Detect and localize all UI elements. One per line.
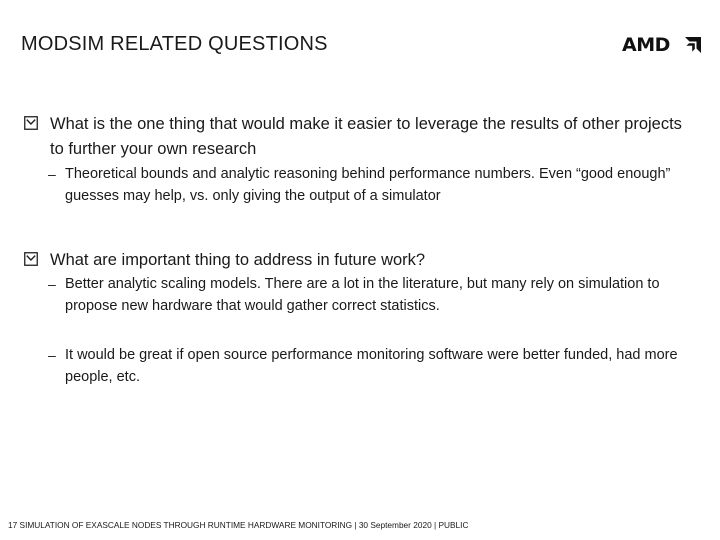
sub-bullet-text: Theoretical bounds and analytic reasoning behind performance numbers. Even “good enough” guesses may help, vs. only giving the output of a simulator	[65, 166, 671, 204]
slide-footer: 17 SIMULATION OF EXASCALE NODES THROUGH RUNTIME HARDWARE MONITORING | 30 September 2020 | PUBLIC	[8, 520, 469, 530]
slide-title: MODSIM RELATED QUESTIONS	[21, 33, 328, 55]
bullet-text: What are important thing to address in future work?	[50, 251, 426, 269]
dash-bullet: –	[48, 276, 56, 292]
checkbox-bullet-icon	[24, 116, 38, 130]
dash-bullet: –	[48, 166, 56, 182]
amd-logo	[622, 36, 702, 56]
amd-arrow-icon	[684, 36, 702, 54]
amd-logo-text: AMD	[622, 34, 670, 56]
sub-bullet-text: Better analytic scaling models. There are a lot in the literature, but many rely on simulation to propose new hardware that would gather correct statistics.	[65, 276, 660, 314]
checkbox-bullet-icon	[24, 252, 38, 266]
bullet-text: What is the one thing that would make it easier to leverage the results of other projects to further your own research	[50, 115, 682, 158]
dash-bullet: –	[48, 347, 56, 363]
sub-bullet-text: It would be great if open source performance monitoring software were better funded, had more people, etc.	[65, 347, 678, 385]
